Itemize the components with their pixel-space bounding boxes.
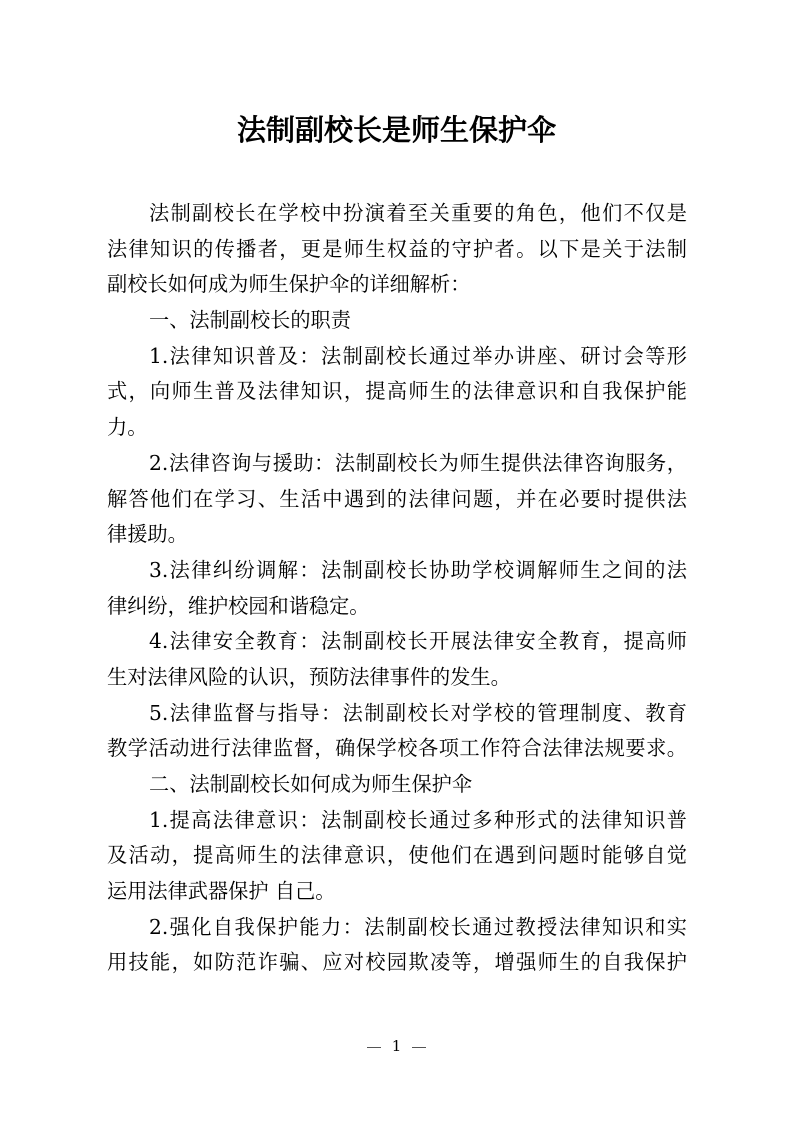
paragraph-line: 法律知识的传播者，更是师生权益的守护者。以下是关于法制 — [107, 236, 687, 261]
paragraph-line: 1.提高法律意识：法制副校长通过多种形式的法律知识普 — [149, 807, 687, 832]
footer-dash-right — [412, 1047, 426, 1048]
paragraph-line: 解答他们在学习、生活中遇到的法律问题，并在必要时提供法 — [107, 486, 687, 511]
paragraph-line: 1.法律知识普及：法制副校长通过举办讲座、研讨会等形 — [149, 343, 687, 368]
section-heading: 一、法制副校长的职责 — [149, 308, 351, 333]
paragraph-line: 教学活动进行法律监督，确保学校各项工作符合法律法规要求。 — [107, 736, 687, 761]
paragraph-line: 法制副校长在学校中扮演着至关重要的角色，他们不仅是 — [149, 201, 687, 225]
paragraph-line: 3.法律纠纷调解：法制副校长协助学校调解师生之间的法 — [149, 557, 687, 582]
paragraph-line: 5.法律监督与指导：法制副校长对学校的管理制度、教育 — [149, 700, 687, 725]
paragraph-line: 运用法律武器保护 自己。 — [107, 879, 336, 904]
paragraph-line: 律援助。 — [107, 522, 188, 547]
paragraph-line: 2.强化自我保护能力：法制副校长通过教授法律知识和实 — [149, 914, 687, 939]
paragraph-line: 副校长如何成为师生保护伞的详细解析： — [107, 272, 471, 297]
document-title: 法制副校长是师生保护伞 — [236, 113, 556, 147]
section-heading: 二、法制副校长如何成为师生保护伞 — [149, 772, 473, 796]
page-footer — [0, 1036, 793, 1056]
paragraph-line: 式，向师生普及法律知识，提高师生的法律意识和自我保护能 — [107, 379, 687, 404]
paragraph-line: 力。 — [107, 415, 148, 440]
paragraph-line: 用技能，如防范诈骗、应对校园欺凌等，增强师生的自我保护 — [107, 950, 687, 975]
paragraph-line: 律纠纷，维护校园和谐稳定。 — [107, 593, 370, 618]
document-body — [107, 196, 687, 981]
paragraph-line: 生对法律风险的认识，预防法律事件的发生。 — [107, 664, 511, 689]
paragraph-line: 4.法律安全教育：法制副校长开展法律安全教育，提高师 — [149, 629, 687, 654]
paragraph-line: 及活动，提高师生的法律意识，使他们在遇到问题时能够自觉 — [107, 843, 687, 868]
paragraph-line: 2.法律咨询与援助：法制副校长为师生提供法律咨询服务， — [149, 450, 687, 475]
page-number: 1 — [391, 1037, 402, 1055]
footer-dash-left — [367, 1047, 381, 1048]
